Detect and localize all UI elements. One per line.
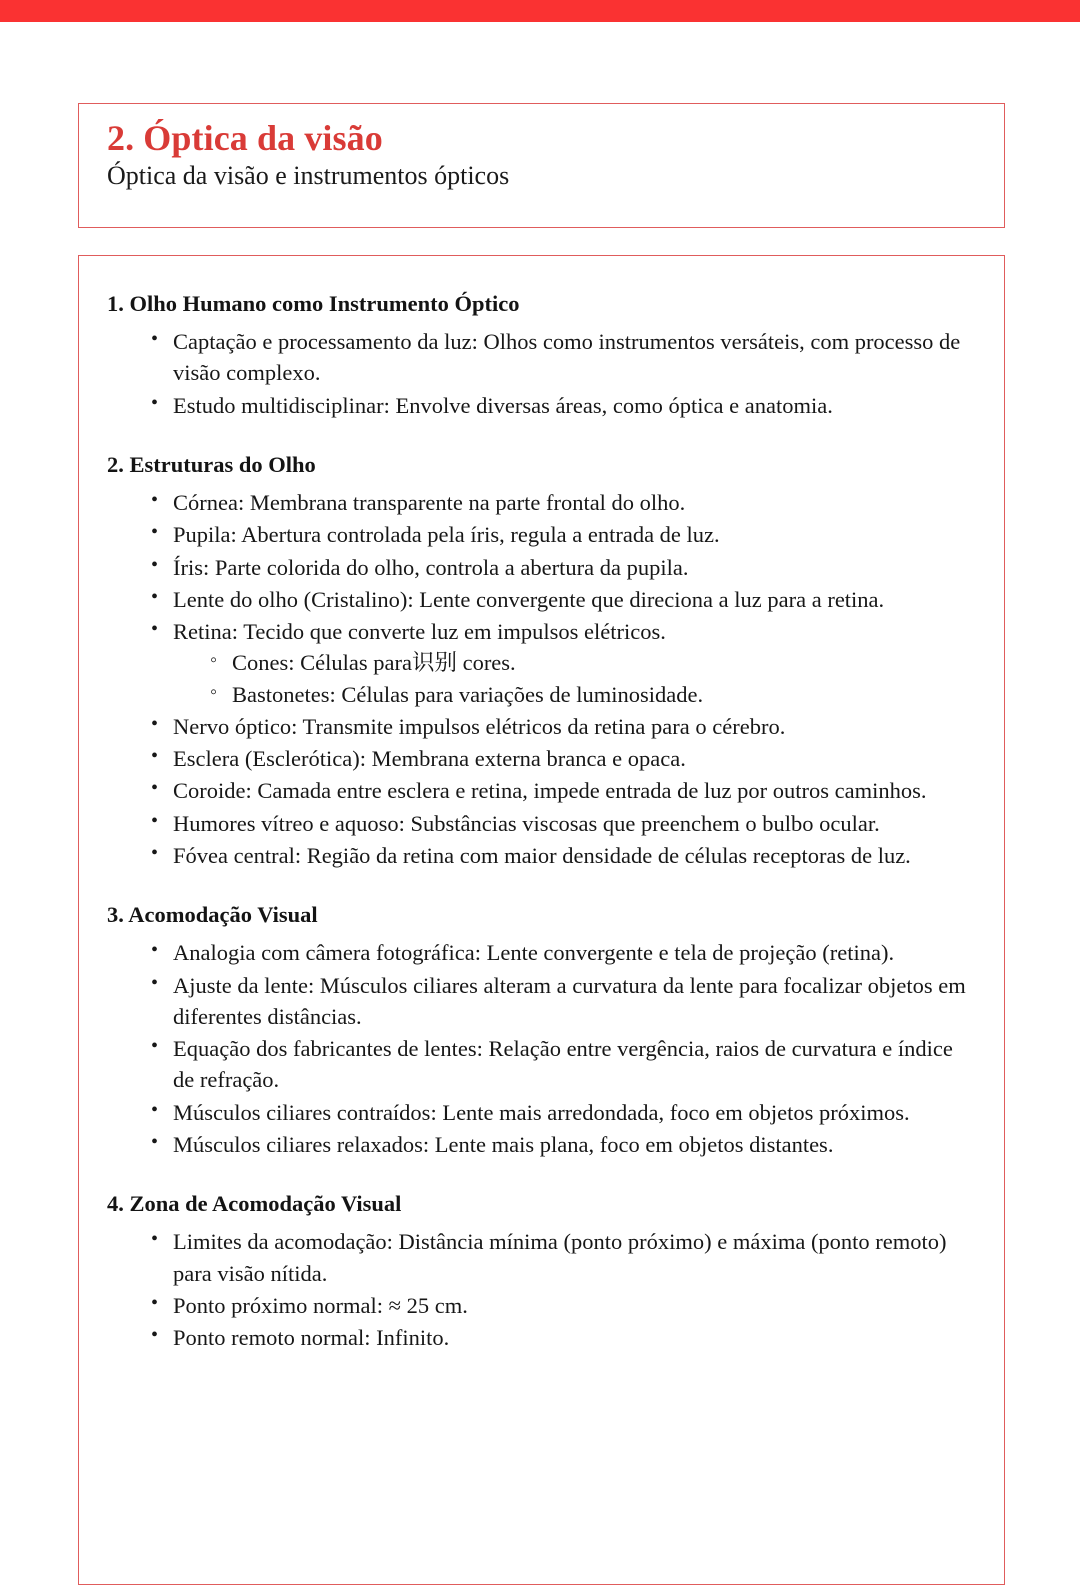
list-item-text: • Fóvea central: Região da retina com maior densidade de células receptoras de luz. xyxy=(173,843,911,868)
list-item-text: • Humores vítreo e aquoso: Substâncias viscosas que preenchem o bulbo ocular. xyxy=(173,811,880,836)
document-body-content xyxy=(79,256,1004,1353)
sub-list-item: ◦ Cones: Células para识别 cores. xyxy=(210,647,978,678)
list-item-text: • Músculos ciliares relaxados: Lente mais plana, foco em objetos distantes. xyxy=(173,1132,833,1157)
section-heading: 1. Olho Humano como Instrumento Óptico xyxy=(107,291,520,316)
list-item-text: • Lente do olho (Cristalino): Lente convergente que direciona a luz para a retina. xyxy=(173,587,884,612)
content-section xyxy=(107,901,978,1160)
list-item-text: • Estudo multidisciplinar: Envolve diversas áreas, como óptica e anatomia. xyxy=(173,393,833,418)
list-item xyxy=(151,326,978,389)
list-item-text: • Captação e processamento da luz: Olhos como instrumentos versáteis, com processo de visão complexo. xyxy=(173,329,960,385)
list-item xyxy=(151,970,978,1033)
list-item xyxy=(151,584,978,615)
list-item xyxy=(151,1129,978,1160)
list-item xyxy=(151,1226,978,1289)
bullet-list xyxy=(107,937,978,1160)
section-heading: 2. Estruturas do Olho xyxy=(107,451,316,477)
list-item xyxy=(151,743,978,774)
list-item-text: • Limites da acomodação: Distância mínima (ponto próximo) e máxima (ponto remoto) para visão nítida. xyxy=(173,1229,947,1285)
sub-bullet-list xyxy=(173,647,978,710)
list-item xyxy=(151,616,978,710)
list-item-text: • Pupila: Abertura controlada pela íris, regula a entrada de luz. xyxy=(173,522,720,547)
list-item xyxy=(151,552,978,583)
list-item xyxy=(151,1033,978,1096)
section-heading: 4. Zona de Acomodação Visual xyxy=(107,1191,402,1217)
list-item-text: • Ponto remoto normal: Infinito. xyxy=(173,1325,449,1350)
list-item-text: • Retina: Tecido que converte luz em impulsos elétricos. xyxy=(173,619,666,644)
list-item-text: • Esclera (Esclerótica): Membrana externa branca e opaca. xyxy=(173,746,686,771)
list-item-text: • Nervo óptico: Transmite impulsos elétricos da retina para o cérebro. xyxy=(173,714,785,739)
document-header-box xyxy=(78,103,1005,228)
bullet-list xyxy=(107,326,978,421)
page-title: 2. Óptica da visão xyxy=(107,118,383,158)
list-item xyxy=(151,775,978,806)
list-item xyxy=(151,711,978,742)
list-item-text: • Analogia com câmera fotográfica: Lente convergente e tela de projeção (retina). xyxy=(173,940,894,965)
list-item-text: • Ajuste da lente: Músculos ciliares alteram a curvatura da lente para focalizar objetos em diferentes distâncias. xyxy=(173,973,966,1029)
bullet-list xyxy=(107,487,978,871)
list-item-text: • Córnea: Membrana transparente na parte frontal do olho. xyxy=(173,490,685,515)
content-section xyxy=(107,451,978,871)
document-body-box xyxy=(78,255,1005,1585)
list-item-text: • Músculos ciliares contraídos: Lente mais arredondada, foco em objetos próximos. xyxy=(173,1100,910,1125)
list-item xyxy=(151,519,978,550)
list-item xyxy=(151,1290,978,1321)
list-item-text: • Ponto próximo normal: ≈ 25 cm. xyxy=(173,1293,468,1318)
list-item xyxy=(151,1097,978,1128)
content-section xyxy=(107,290,978,421)
list-item xyxy=(151,840,978,871)
sub-list-item: ◦ Bastonetes: Células para variações de luminosidade. xyxy=(210,679,978,710)
bullet-list xyxy=(107,1226,978,1353)
list-item-text: • Equação dos fabricantes de lentes: Relação entre vergência, raios de curvatura e índice de refração. xyxy=(173,1036,953,1092)
list-item-text: • Íris: Parte colorida do olho, controla a abertura da pupila. xyxy=(173,555,688,580)
list-item xyxy=(151,1322,978,1353)
list-item-text: • Coroide: Camada entre esclera e retina, impede entrada de luz por outros caminhos. xyxy=(173,778,926,803)
page-subtitle: Óptica da visão e instrumentos ópticos xyxy=(107,161,510,191)
content-section xyxy=(107,1190,978,1353)
section-heading: 3. Acomodação Visual xyxy=(107,902,318,928)
top-accent-bar xyxy=(0,0,1080,22)
list-item xyxy=(151,937,978,968)
list-item xyxy=(151,487,978,518)
list-item xyxy=(151,808,978,839)
document-header-content xyxy=(79,104,1004,192)
list-item xyxy=(151,390,978,421)
